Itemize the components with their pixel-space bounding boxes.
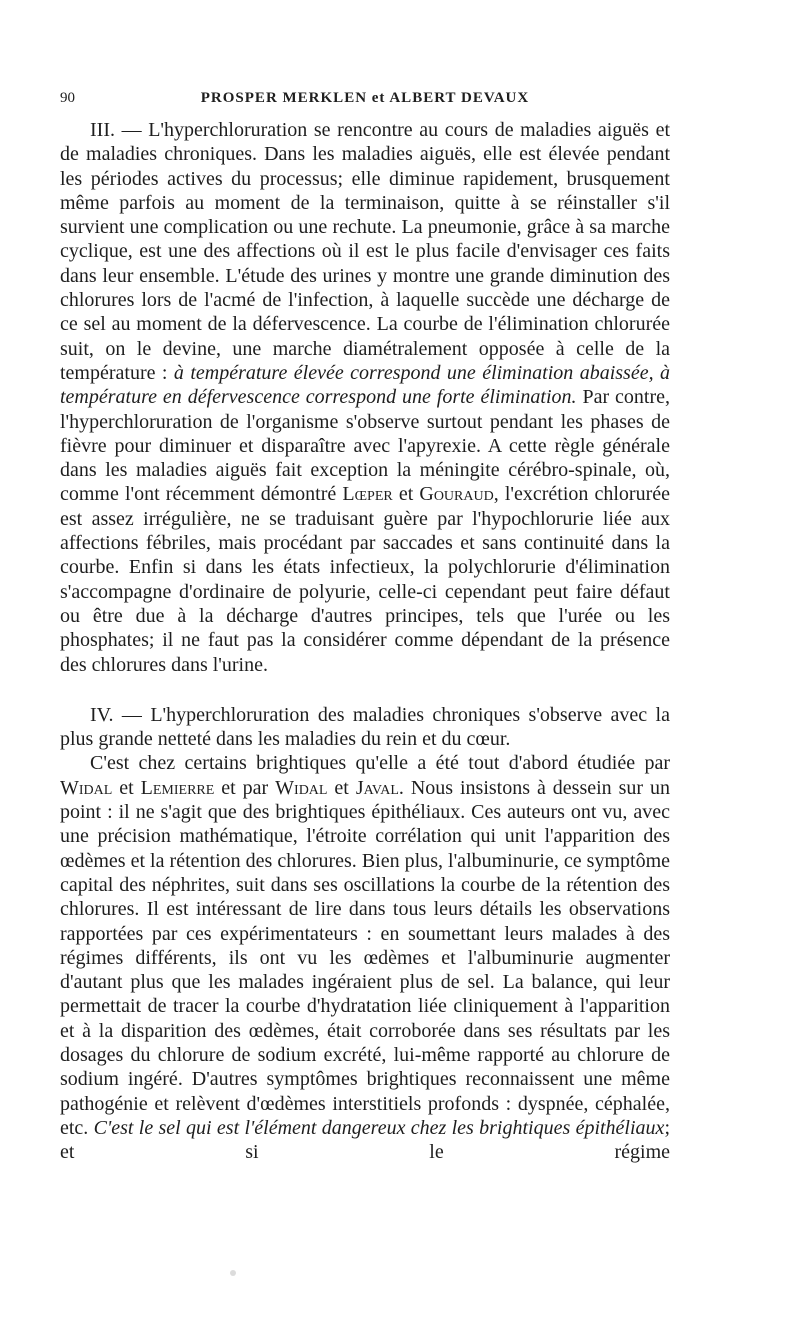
paragraph-section-iv-body [60, 751, 670, 1164]
author-name-javal: Javal [355, 776, 399, 799]
author-name-widal: Widal [275, 776, 328, 799]
text-run: C'est chez certains brightiques qu'elle a été tout d'abord étudiée par [90, 752, 670, 775]
author-name-gouraud: Gouraud [419, 483, 494, 506]
body-text [60, 118, 670, 1164]
running-title: PROSPER MERKLEN et ALBERT DEVAUX [200, 90, 530, 106]
text-run: . Nous insistons à dessein sur un point : il ne s'agit que des brightiques épithéliaux. Ces auteurs ont vu, avec une précision mathématique, l'étroite corrélation qui unit l'apparition des œdèmes et la rétention des chlorures. Bien plus, l'albuminurie, ce symptôme capital des néphrites, suit dans ses oscillations la courbe de la rétention des chlorures. Il est intéressant de lire dans tous leurs détails les observations rapportées par ces expérimentateurs : en soumettant leurs malades à des régimes différents, ils ont vu les œdèmes et l'albuminurie augmenter d'autant plus que les malades ingéraient plus de sel. La balance, qui leur permettait de tracer la courbe d'hydratation liée cliniquement à l'apparition et à la disparition des œdèmes, était corroborée dans ses résultats par les dosages du chlorure de sodium excrété, lui-même rapporté au chlorure de sodium ingéré. D'autres symptômes brightiques reconnaissent une même pathogénie et relèvent d'œdèmes interstitiels profonds : dyspnée, céphalée, etc. [60, 776, 671, 1139]
italic-emphasis: à température élevée correspond une élimination abaissée, à température en défervescence correspond une forte élimination. [60, 361, 671, 409]
text-run: et [392, 483, 420, 506]
author-name-widal: Widal [60, 776, 113, 799]
italic-emphasis: C'est le sel qui est l'élément dangereux chez les brightiques épithéliaux [93, 1116, 665, 1139]
author-name-loeper: Lœper [342, 483, 393, 506]
paragraph-section-iv-intro: IV. — L'hyperchloruration des maladies chroniques s'observe avec la plus grande netteté dans les maladies du rein et du cœur. [60, 703, 670, 751]
paper-speck [230, 1270, 236, 1276]
text-run: et par [214, 776, 276, 799]
running-head [60, 86, 670, 110]
text-run: et [327, 776, 356, 799]
text-run: ; et si le régime [60, 1116, 670, 1164]
text-run: , l'excrétion chlorurée est assez irrégulière, ne se traduisant guère par l'hypochlorurie liée aux affections fébriles, mais procédant par saccades et sans continuité dans la courbe. Enfin si dans les états infectieux, la polychlorurie d'élimination s'accompagne d'ordinaire de polyurie, celle-ci cependant peut faire défaut ou être due à la décharge d'autres principes, tels que l'urée ou les phosphates; il ne faut pas la considérer comme dépendant de la présence des chlorures dans l'urine. [60, 483, 671, 676]
paragraph-section-iii [60, 118, 670, 677]
text-run: Par contre, l'hyperchloruration de l'organisme s'observe surtout pendant les phases de fièvre pour diminuer et disparaître avec l'apyrexie. A cette règle générale dans les maladies aiguës fait exception la méningite cérébro-spinale, où, comme l'ont récemment démontré [60, 386, 670, 506]
page-number: 90 [60, 90, 75, 106]
text-run: et [112, 776, 141, 799]
paragraph-spacer [60, 677, 670, 703]
author-name-lemierre: Lemierre [140, 776, 215, 799]
text-run: III. — L'hyperchloruration se rencontre au cours de maladies aiguës et de maladies chroniques. Dans les maladies aiguës, elle est élevée pendant les périodes actives du processus; elle diminue rapidement, brusquement même parfois au moment de la terminaison, quitte à se réinstaller s'il survient une complication ou une rechute. La pneumonie, grâce à sa marche cyclique, est une des affections où il est le plus facile d'envisager ces faits dans leur ensemble. L'étude des urines y montre une grande diminution des chlorures lors de l'acmé de l'infection, à laquelle succède une décharge de ce sel au moment de la défervescence. La courbe de l'élimination chlorurée suit, on le devine, une marche diamétralement opposée à celle de la température : [60, 119, 670, 384]
